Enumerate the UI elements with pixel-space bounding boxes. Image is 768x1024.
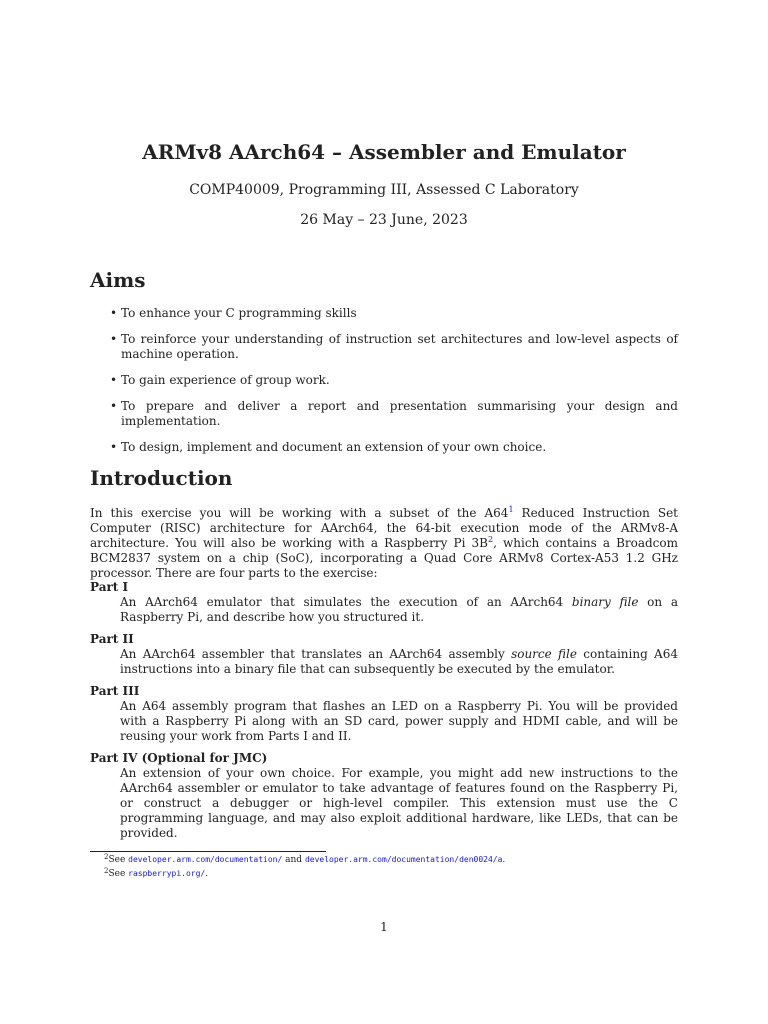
part-label: Part III xyxy=(90,684,140,698)
part-label: Part I xyxy=(90,580,129,594)
footnote-1 xyxy=(104,853,678,867)
footnote-text: . xyxy=(205,869,209,879)
list-item: • To design, implement and document an extension of your own choice. xyxy=(90,440,678,455)
part-label: Part IV (Optional for JMC) xyxy=(90,751,268,765)
aims-heading: Aims xyxy=(90,268,146,292)
footnote-mark: 2 xyxy=(104,867,109,875)
part-item xyxy=(90,580,678,625)
document-page xyxy=(90,0,678,1024)
footnote-link[interactable]: developer.arm.com/documentation/den0024/a xyxy=(304,855,503,864)
document-date: 26 May – 23 June, 2023 xyxy=(300,212,468,228)
part-text: on a Raspberry Pi, and describe how you structured it. xyxy=(120,595,678,624)
part-text: An AArch64 emulator that simulates the execution of an AArch64 xyxy=(120,595,572,609)
footnote-mark: 2 xyxy=(104,853,109,861)
intro-text-1: In this exercise you will be working with a subset of the A64 xyxy=(90,506,509,520)
list-item: • To gain experience of group work. xyxy=(90,373,678,388)
part-item xyxy=(90,632,678,677)
footnote-2 xyxy=(104,867,678,881)
list-item: • To enhance your C programming skills xyxy=(90,306,678,321)
footnote-link[interactable]: raspberrypi.org/ xyxy=(128,869,206,878)
introduction-paragraph xyxy=(90,506,678,581)
footnote-text: and xyxy=(282,855,305,865)
footnote-link[interactable]: developer.arm.com/documentation/ xyxy=(128,855,283,864)
document-title: ARMv8 AArch64 – Assembler and Emulator xyxy=(142,140,626,164)
parts-list xyxy=(90,580,678,848)
footnote-text: See xyxy=(108,869,129,879)
list-item: • To reinforce your understanding of instruction set architectures and low-level aspects of machine operation. xyxy=(90,332,678,362)
part-description: An extension of your own choice. For example, you might add new instructions to the AArch64 assembler or emulator to take advantage of features found on the Raspberry Pi, or construct a debugger or high-level compiler. This extension must use the C programming language, and may also exploit additional hardware, like LEDs, that can be provided. xyxy=(120,766,678,840)
part-item xyxy=(90,751,678,841)
part-emphasis: source file xyxy=(511,647,577,661)
part-description xyxy=(90,595,678,625)
intro-text-3: , which contains a Broadcom BCM2837 system on a chip (SoC), incorporating a Quad Core ARMv8 Cortex-A53 1.2 GHz processor. There are four parts to the exercise: xyxy=(90,536,679,580)
footnote-ref-2[interactable]: 2 xyxy=(487,535,494,544)
introduction-heading: Introduction xyxy=(90,466,233,490)
footnote-ref-1[interactable]: 1 xyxy=(508,505,514,514)
part-label: Part II xyxy=(90,632,134,646)
footnote-text: . xyxy=(502,855,506,865)
intro-text-2: Reduced Instruction Set Computer (RISC) architecture for AArch64, the 64-bit execution mode of the ARMv8-A architecture. You will also be working with a Raspberry Pi 3B xyxy=(90,506,679,550)
document-subtitle: COMP40009, Programming III, Assessed C Laboratory xyxy=(189,182,579,198)
footnote-text: See xyxy=(108,855,129,865)
part-emphasis: binary file xyxy=(571,595,639,609)
part-text: An AArch64 assembler that translates an AArch64 assembly xyxy=(120,647,512,661)
part-item xyxy=(90,684,678,744)
part-description: An A64 assembly program that flashes an LED on a Raspberry Pi. You will be provided with a Raspberry Pi along with an SD card, power supply and HDMI cable, and will be reusing your work from Parts I and II. xyxy=(120,699,678,743)
footnote-divider xyxy=(90,851,326,852)
aims-list xyxy=(90,306,678,466)
footnotes xyxy=(104,853,678,881)
part-text: containing A64 instructions into a binary file that can subsequently be executed by the emulator. xyxy=(120,647,678,676)
part-description xyxy=(90,647,678,677)
list-item: • To prepare and deliver a report and presentation summarising your design and implementation. xyxy=(90,399,678,429)
page-number: 1 xyxy=(380,920,388,934)
